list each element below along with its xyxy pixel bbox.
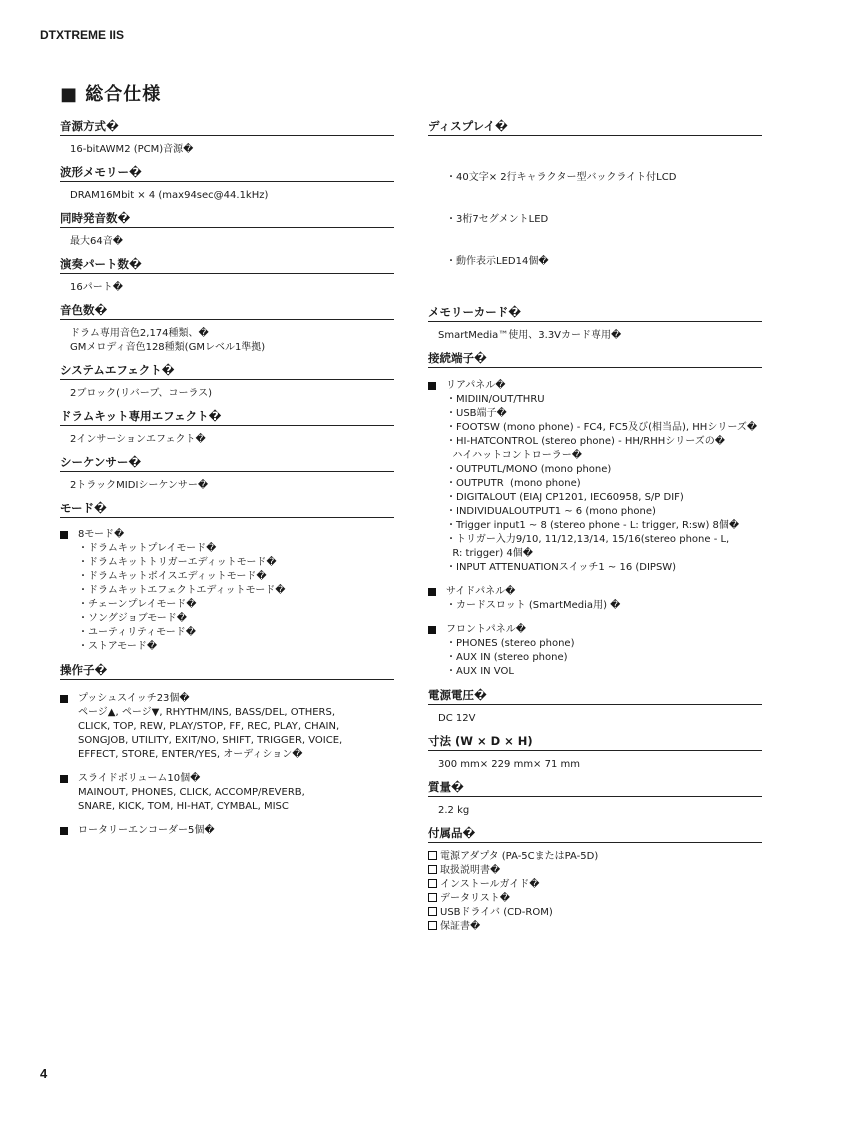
- connectors-group: [428, 585, 762, 613]
- bullet-square-icon: [428, 382, 436, 390]
- section-body: DRAM16Mbit × 4 (max94sec@44.1kHz): [70, 190, 269, 201]
- spec-parts: [60, 256, 394, 299]
- section-body: [428, 136, 762, 301]
- list-item: ・INDIVIDUALOUTPUT1 ~ 6 (mono phone): [446, 506, 656, 517]
- bullet-square-icon: [60, 531, 68, 539]
- list-item-label: 取扱説明書�: [440, 865, 501, 876]
- list-item: ・PHONES (stereo phone): [446, 638, 575, 649]
- spec-sequencer: [60, 454, 394, 497]
- group-label: リアパネル�: [446, 380, 506, 391]
- bullet-square-icon: [428, 588, 436, 596]
- list-item: ・ストアモード�: [78, 641, 158, 652]
- section-body: 最大64音�: [70, 236, 123, 247]
- section-heading: シーケンサー�: [60, 454, 394, 472]
- controls-group: [60, 772, 394, 814]
- spec-sound-source: [60, 118, 394, 161]
- list-item: SNARE, KICK, TOM, HI-HAT, CYMBAL, MISC: [78, 801, 289, 812]
- spec-system-effects: [60, 362, 394, 405]
- section-heading: ディスプレイ�: [428, 118, 762, 136]
- section-body: 16パート�: [70, 282, 123, 293]
- list-item: ・OUTPUTR (mono phone): [446, 478, 581, 489]
- spec-power: [428, 687, 762, 730]
- list-item: ・FOOTSW (mono phone) - FC4, FC5及び(相当品), HHシリーズ�: [446, 422, 758, 433]
- group-label: プッシュスイッチ23個�: [78, 693, 190, 704]
- list-item: ・Trigger input1 ~ 8 (stereo phone - L: trigger, R:sw) 8個�: [446, 520, 740, 531]
- checkbox-square-icon: [428, 851, 437, 860]
- list-item: ・ドラムキットプレイモード�: [78, 543, 217, 554]
- list-item: MAINOUT, PHONES, CLICK, ACCOMP/REVERB,: [78, 787, 305, 798]
- spec-controls: [60, 662, 394, 838]
- list-item-label: インストールガイド�: [440, 879, 540, 890]
- page-number: 4: [40, 1066, 48, 1081]
- list-item: ・OUTPUTL/MONO (mono phone): [446, 464, 612, 475]
- list-item: ・ソングジョブモード�: [78, 613, 188, 624]
- list-item: ・AUX IN VOL: [446, 666, 514, 677]
- bullet-square-icon: [60, 827, 68, 835]
- section-heading: 電源電圧�: [428, 687, 762, 705]
- checkbox-square-icon: [428, 865, 437, 874]
- section-body: 16-bitAWM2 (PCM)音源�: [70, 144, 194, 155]
- list-item: [428, 850, 762, 864]
- list-item: ・トリガー入力9/10, 11/12,13/14, 15/16(stereo phone - L,: [446, 534, 730, 545]
- section-heading: 音色数�: [60, 302, 394, 320]
- spec-dimensions: [428, 733, 762, 776]
- connectors-group: [428, 379, 762, 575]
- section-body: DC 12V: [438, 713, 476, 724]
- list-item-label: USBドライバ (CD-ROM): [440, 907, 553, 918]
- spec-accessories: [428, 825, 762, 934]
- section-heading: 付属品�: [428, 825, 762, 843]
- bullet-square-icon: [60, 695, 68, 703]
- controls-group: [60, 692, 394, 762]
- spec-memory-card: [428, 304, 762, 347]
- list-item: ・DIGITALOUT (EIAJ CP1201, IEC60958, S/P DIF): [446, 492, 684, 503]
- spec-drumkit-effects: [60, 408, 394, 451]
- section-heading: 波形メモリー�: [60, 164, 394, 182]
- list-item: SONGJOB, UTILITY, EXIT/NO, SHIFT, TRIGGER, VOICE,: [78, 735, 343, 746]
- list-item: ・ドラムキットエフェクトエディットモード�: [78, 585, 286, 596]
- list-item: [428, 920, 762, 934]
- group-label: ロータリーエンコーダー5個�: [78, 825, 215, 836]
- spec-wave-memory: [60, 164, 394, 207]
- list-item: ・動作表示LED14個�: [446, 256, 549, 267]
- section-heading: 同時発音数�: [60, 210, 394, 228]
- spec-modes: [60, 500, 394, 654]
- page-title: ■ 総合仕様: [60, 84, 162, 105]
- left-column: [60, 118, 394, 846]
- list-item: ・ドラムキットボイスエディットモード�: [78, 571, 267, 582]
- connectors-group: [428, 623, 762, 679]
- list-item: ・AUX IN (stereo phone): [446, 652, 568, 663]
- section-heading: 接続端子�: [428, 350, 762, 368]
- section-body: 2ブロック(リバーブ、コーラス): [70, 388, 213, 399]
- list-item: [428, 906, 762, 920]
- section-body: 2トラックMIDIシーケンサー�: [70, 480, 209, 491]
- list-item-label: データリスト�: [440, 893, 511, 904]
- list-item-label: 保証書�: [440, 921, 481, 932]
- bullet-square-icon: [60, 775, 68, 783]
- section-heading: システムエフェクト�: [60, 362, 394, 380]
- group-label: フロントパネル�: [446, 624, 527, 635]
- group-label: 8モード�: [78, 529, 125, 540]
- list-item: ・3桁7セグメントLED: [446, 214, 549, 225]
- spec-connectors: [428, 350, 762, 679]
- checkbox-square-icon: [428, 921, 437, 930]
- spec-display: [428, 118, 762, 301]
- list-item: ハイハットコントローラー�: [446, 450, 583, 461]
- list-item: EFFECT, STORE, ENTER/YES, オーディション�: [78, 749, 303, 760]
- spec-polyphony: [60, 210, 394, 253]
- section-heading: 寸法 (W × D × H): [428, 733, 762, 751]
- list-item: ・ドラムキットトリガーエディットモード�: [78, 557, 277, 568]
- spec-weight: [428, 779, 762, 822]
- page-title-text: 総合仕様: [85, 84, 162, 105]
- checkbox-square-icon: [428, 893, 437, 902]
- list-item: R: trigger) 4個�: [446, 548, 534, 559]
- group-label: スライドボリューム10個�: [78, 773, 201, 784]
- section-body: 2.2 kg: [438, 805, 470, 816]
- section-body: 2インサーションエフェクト�: [70, 434, 206, 445]
- bullet-square-icon: [428, 626, 436, 634]
- section-heading: 音源方式�: [60, 118, 394, 136]
- section-heading: メモリーカード�: [428, 304, 762, 322]
- document-header: DTXTREME IIS: [40, 28, 125, 42]
- section-heading: ドラムキット専用エフェクト�: [60, 408, 394, 426]
- list-item: ・チェーンプレイモード�: [78, 599, 197, 610]
- spec-voices: [60, 302, 394, 359]
- list-item: ・USB端子�: [446, 408, 507, 419]
- section-heading: 操作子�: [60, 662, 394, 680]
- group-label: サイドパネル�: [446, 586, 516, 597]
- list-item-label: 電源アダプタ (PA-5CまたはPA-5D): [440, 851, 599, 862]
- list-item: ・HI-HATCONTROL (stereo phone) - HH/RHHシリーズの�: [446, 436, 726, 447]
- list-item: [428, 864, 762, 878]
- list-item: ページ▲, ページ▼, RHYTHM/INS, BASS/DEL, OTHERS,: [78, 707, 336, 718]
- list-item: CLICK, TOP, REW, PLAY/STOP, FF, REC, PLAY, CHAIN,: [78, 721, 340, 732]
- section-body: 300 mm× 229 mm× 71 mm: [438, 759, 580, 770]
- section-heading: 質量�: [428, 779, 762, 797]
- list-item: ・ユーティリティモード�: [78, 627, 197, 638]
- list-item: [428, 878, 762, 892]
- mode-group: [60, 528, 394, 654]
- list-item: ・INPUT ATTENUATIONスイッチ1 ~ 16 (DIPSW): [446, 562, 677, 573]
- section-heading: モード�: [60, 500, 394, 518]
- accessory-list: [428, 843, 762, 934]
- section-body: SmartMedia™使用、3.3Vカード専用�: [438, 330, 622, 341]
- controls-group: [60, 824, 394, 838]
- checkbox-square-icon: [428, 879, 437, 888]
- right-column: [428, 118, 762, 937]
- section-heading: 演奏パート数�: [60, 256, 394, 274]
- list-item: [428, 892, 762, 906]
- list-item: ・カードスロット (SmartMedia用) �: [446, 600, 621, 611]
- checkbox-square-icon: [428, 907, 437, 916]
- section-body: ドラム専用音色2,174種類、� GMメロディ音色128種類(GMレベル1準拠): [70, 328, 266, 353]
- list-item: ・MIDIIN/OUT/THRU: [446, 394, 545, 405]
- list-item: ・40文字× 2行キャラクター型バックライト付LCD: [446, 172, 677, 183]
